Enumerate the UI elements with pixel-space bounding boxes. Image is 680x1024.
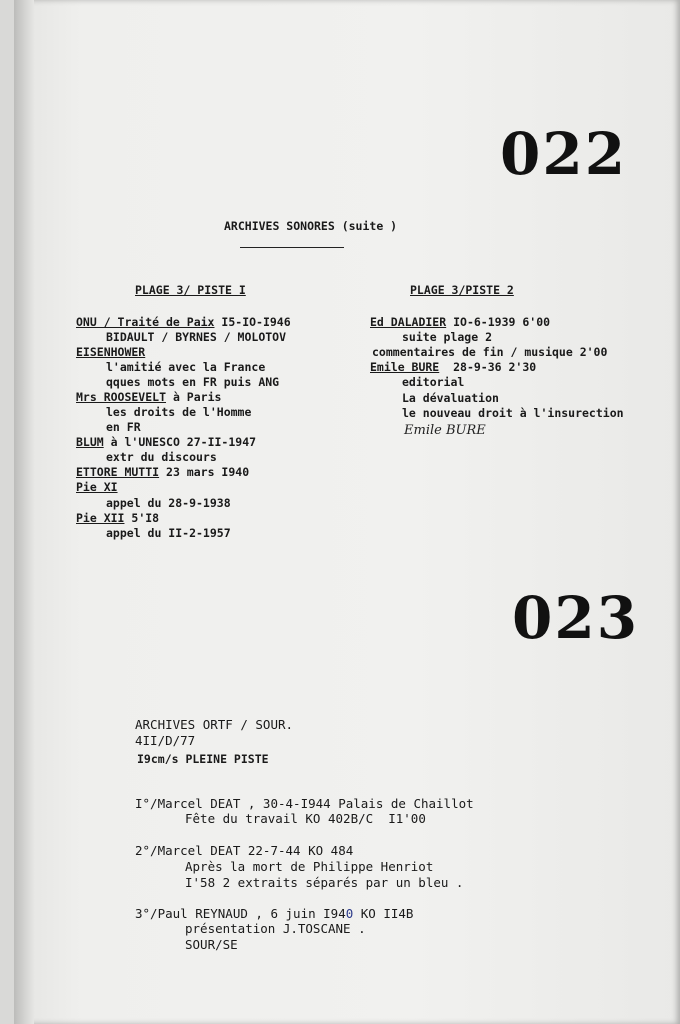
right-line-4-name: Emile BURE <box>370 360 440 374</box>
entry-2-line-3: I'58 2 extraits séparés par un bleu . <box>185 875 464 890</box>
right-line-5: editorial <box>402 375 465 389</box>
left-line-14 <box>76 511 159 525</box>
left-line-12: Pie XI <box>76 480 118 494</box>
page-number-bottom: 023 <box>512 584 640 652</box>
right-line-7: le nouveau droit à l'insurection <box>402 406 624 420</box>
left-line-14-rest: 5'I8 <box>131 511 160 525</box>
left-line-4: l'amitié avec la France <box>106 360 266 374</box>
entry-2-line-1: 2°/Marcel DEAT 22-7-44 KO 484 <box>135 843 354 858</box>
section-title: ARCHIVES SONORES (suite ) <box>224 219 398 233</box>
left-line-6-rest: à Paris <box>172 390 222 404</box>
left-line-9 <box>76 435 256 449</box>
left-line-1 <box>76 315 291 329</box>
entry-3-text-b: KO II4B <box>353 906 414 921</box>
entry-3-line-1 <box>135 906 413 921</box>
entry-3-ink-correction: 0 <box>345 906 354 921</box>
left-line-9-rest: à l'UNESCO 27-II-1947 <box>110 435 257 449</box>
left-column-heading: PLAGE 3/ PISTE I <box>135 283 246 297</box>
right-line-3: commentaires de fin / musique 2'00 <box>372 345 608 359</box>
right-line-4-rest: 28-9-36 2'30 <box>453 360 537 374</box>
left-line-10: extr du discours <box>106 450 217 464</box>
page-binding <box>14 0 34 1024</box>
entry-3-line-3: SOUR/SE <box>185 937 238 952</box>
left-line-7: les droits de l'Homme <box>106 405 252 419</box>
right-line-1-name: Ed DALADIER <box>370 315 447 329</box>
entry-1-line-2 <box>185 811 426 826</box>
right-line-2: suite plage 2 <box>402 330 493 344</box>
left-line-3: EISENHOWER <box>76 345 146 359</box>
entry-3-line-2: présentation J.TOSCANE . <box>185 921 366 936</box>
left-line-6-name: Mrs ROOSEVELT <box>76 390 167 404</box>
left-line-14-name: Pie XII <box>76 511 125 525</box>
handwritten-signature: Emile BURE <box>404 423 486 438</box>
left-line-1-date: I5-IO-I946 <box>221 315 291 329</box>
entry-1-duration: I1'00 <box>388 811 426 826</box>
entry-2-line-2: Après la mort de Philippe Henriot <box>185 859 434 874</box>
lower-heading-1: ARCHIVES ORTF / SOUR. <box>135 717 294 732</box>
entry-1-line-1: I°/Marcel DEAT , 30-4-I944 Palais de Chaillot <box>135 796 474 811</box>
document-page <box>14 0 680 1024</box>
left-line-11 <box>76 465 249 479</box>
left-line-11-name: ETTORE MUTTI <box>76 465 160 479</box>
left-line-13: appel du 28-9-1938 <box>106 496 231 510</box>
left-line-5: qques mots en FR puis ANG <box>106 375 280 389</box>
title-rule <box>240 247 344 248</box>
right-line-1 <box>370 315 550 329</box>
lower-heading-2: 4II/D/77 <box>135 733 196 748</box>
entry-1-catalog: Fête du travail KO 402B/C <box>185 811 374 826</box>
left-line-1-name: ONU / Traité de Paix <box>76 315 215 329</box>
page-number-top: 022 <box>500 120 628 188</box>
left-line-2: BIDAULT / BYRNES / MOLOTOV <box>106 330 287 344</box>
right-line-6: La dévaluation <box>402 391 499 405</box>
right-column-heading: PLAGE 3/PISTE 2 <box>410 283 514 297</box>
left-line-6 <box>76 390 221 404</box>
left-line-8: en FR <box>106 420 141 434</box>
right-line-1-rest: IO-6-1939 6'00 <box>453 315 551 329</box>
left-line-11-rest: 23 mars I940 <box>166 465 250 479</box>
right-line-4 <box>370 360 536 374</box>
entry-3-text-a: 3°/Paul REYNAUD , 6 juin I94 <box>135 906 346 921</box>
left-line-15: appel du II-2-1957 <box>106 526 231 540</box>
left-line-9-name: BLUM <box>76 435 104 449</box>
lower-heading-3: I9cm/s PLEINE PISTE <box>137 752 269 766</box>
